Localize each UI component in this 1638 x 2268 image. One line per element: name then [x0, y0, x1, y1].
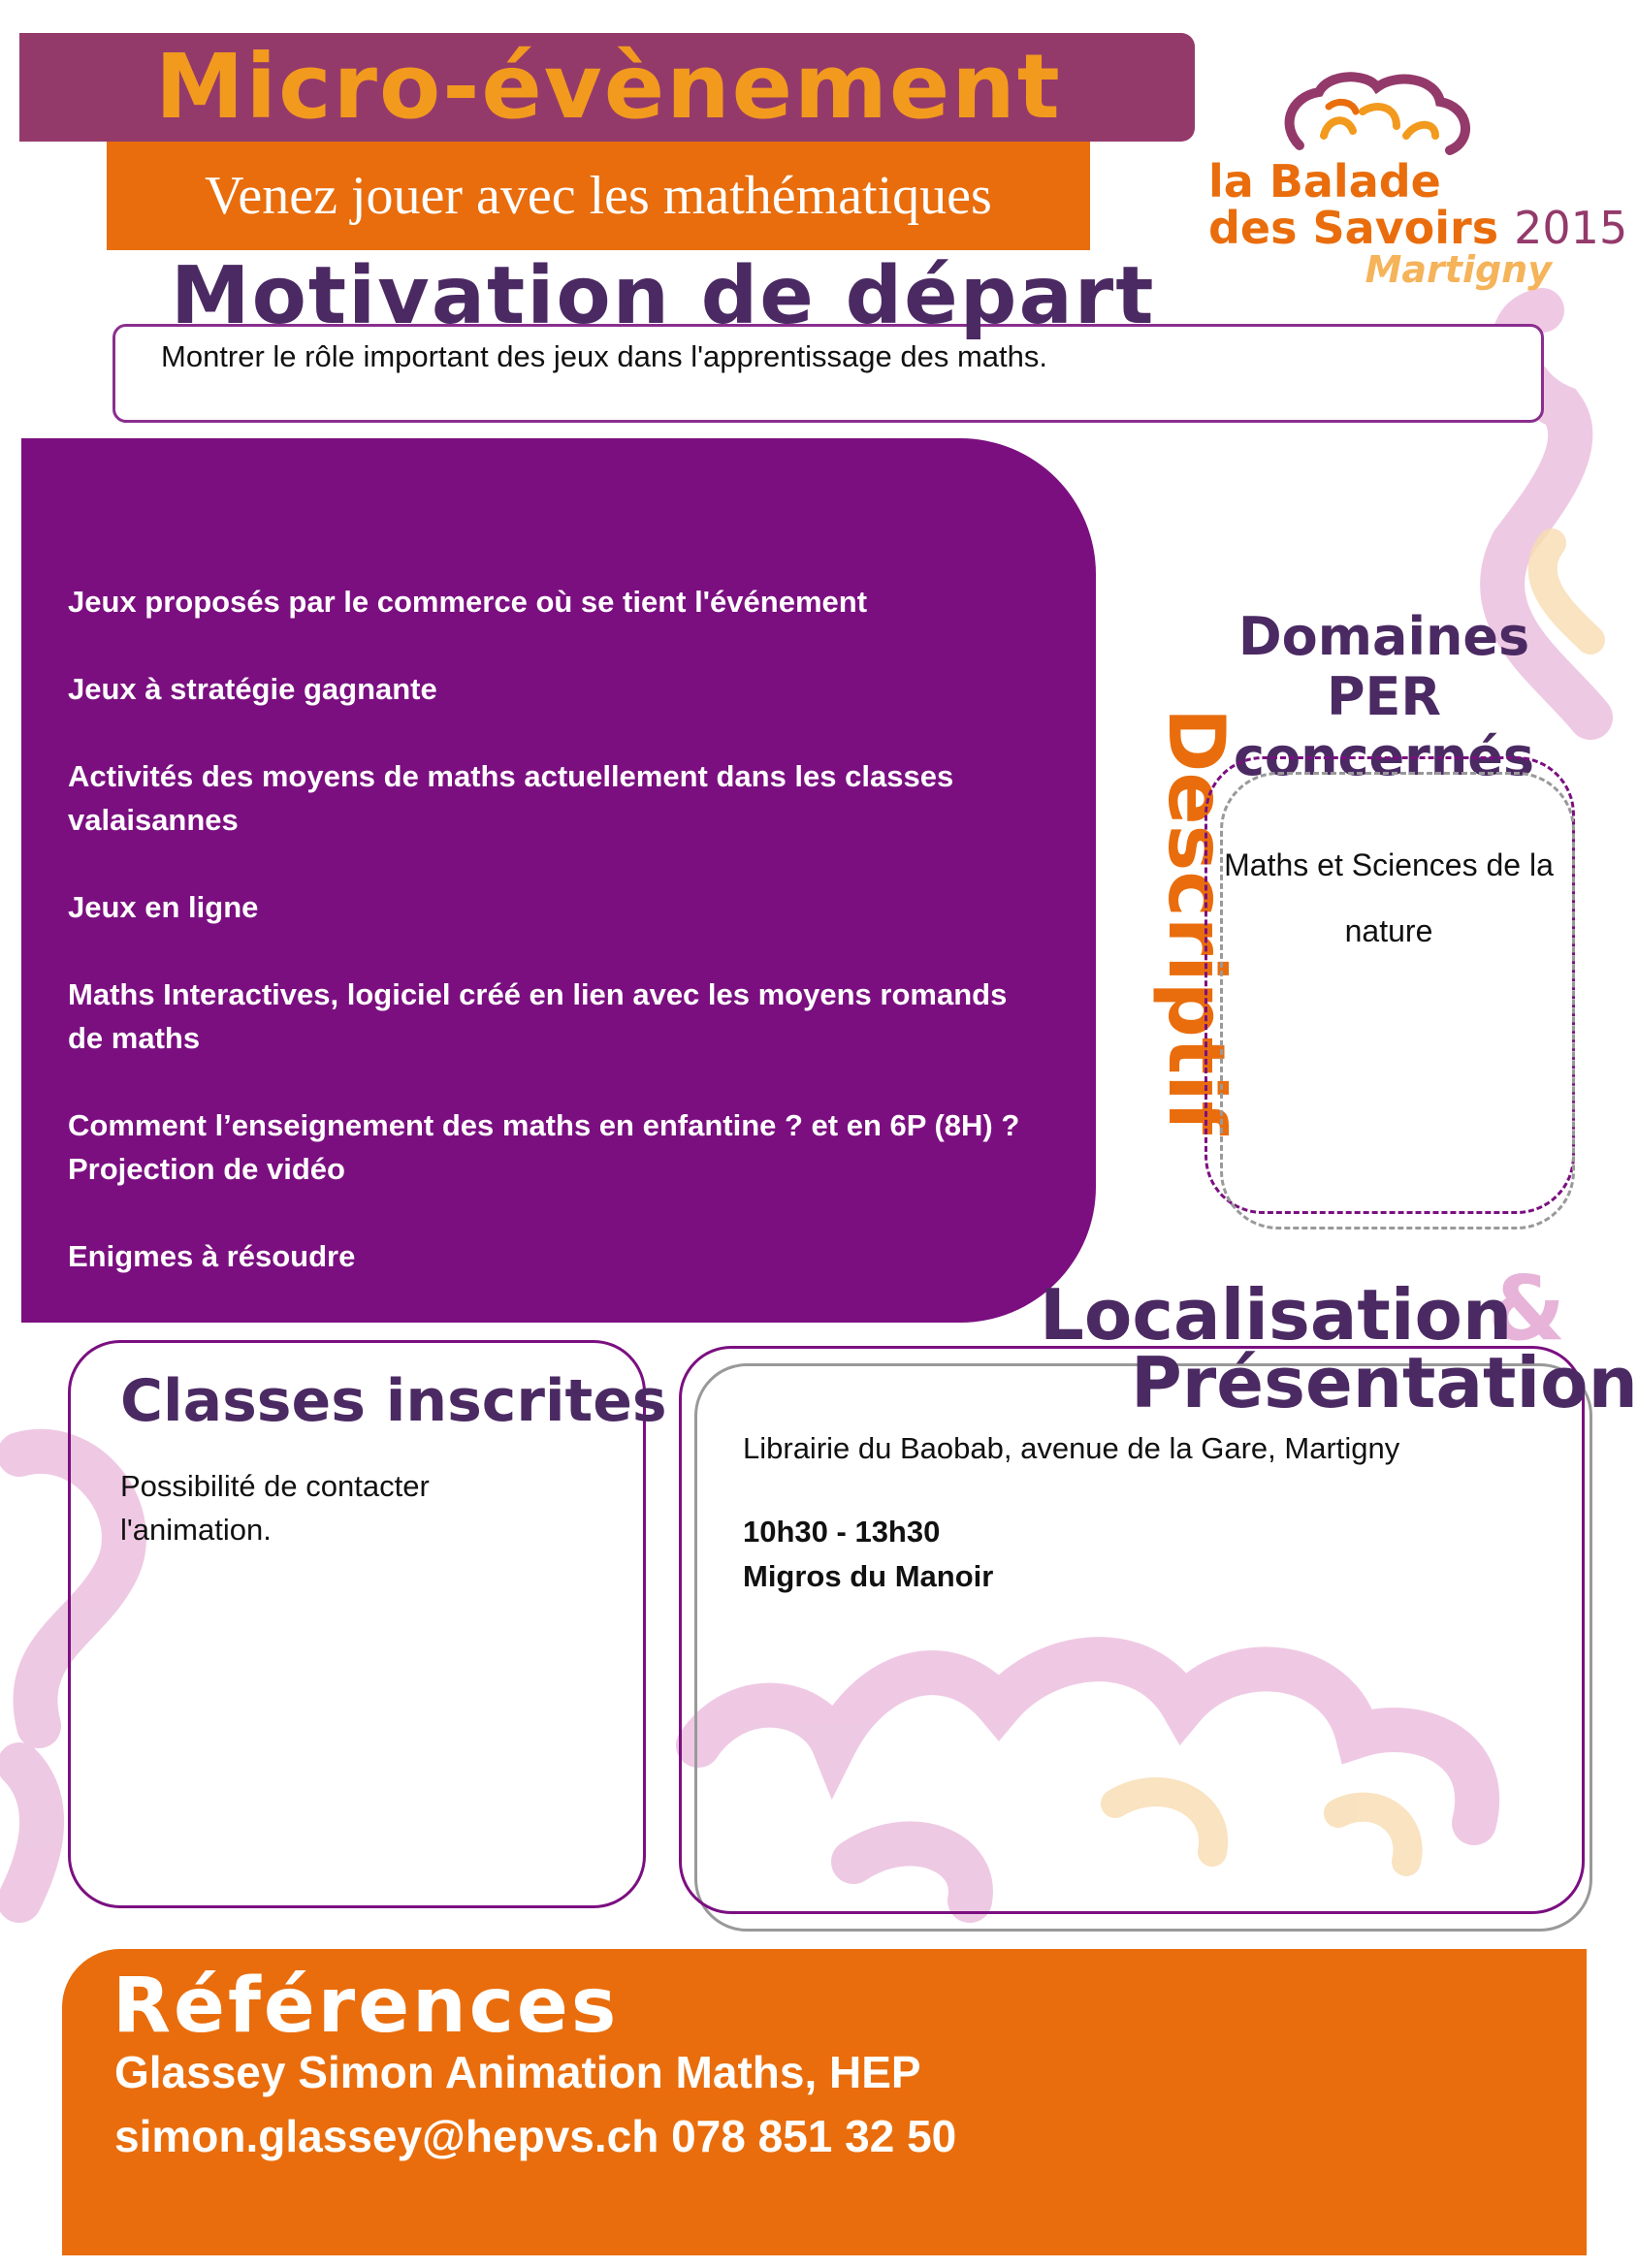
- list-item: Maths Interactives, logiciel créé en lien avec les moyens romands de maths: [68, 977, 1008, 1055]
- motivation-heading: Motivation de départ: [171, 250, 1156, 342]
- list-item: Jeux proposés par le commerce où se tient l'événement: [68, 585, 868, 619]
- domaines-heading: Domaines PER concernés: [1233, 606, 1535, 787]
- list-item: Jeux à stratégie gagnante: [68, 672, 437, 706]
- classes-heading: Classes inscrites: [120, 1367, 667, 1435]
- page-subtitle: Venez jouer avec les mathématiques: [205, 166, 992, 226]
- descriptif-list: [68, 580, 1038, 1322]
- logo-brand-text: des Savoirs: [1208, 202, 1499, 254]
- logo-location: Martigny: [1365, 248, 1552, 291]
- list-item: Jeux en ligne: [68, 890, 259, 924]
- page-title: Micro-évènement: [155, 35, 1062, 139]
- localisation-address: Librairie du Baobab, avenue de la Gare, Martigny: [743, 1431, 1400, 1465]
- references-author: Glassey Simon Animation Maths, HEP: [114, 2047, 921, 2097]
- localisation-heading: Localisation: [1040, 1274, 1513, 1356]
- localisation-ampersand: &: [1488, 1257, 1566, 1360]
- logo-text-line2: [1203, 202, 1628, 254]
- domaines-text: Maths et Sciences de la nature: [1224, 847, 1554, 948]
- classes-text: Possibilité de contacter l'animation.: [120, 1469, 430, 1547]
- descriptif-heading: Descriptif: [1151, 708, 1241, 1135]
- localisation-time: 10h30 - 13h30: [743, 1515, 941, 1549]
- references-heading: Références: [112, 1963, 620, 2050]
- list-item: Enigmes à résoudre: [68, 1239, 356, 1273]
- brain-logo-icon: [1270, 68, 1484, 165]
- presentation-heading: Présentation: [1131, 1342, 1638, 1423]
- list-item: Activités des moyens de maths actuellement dans les classes valaisannes: [68, 759, 954, 837]
- localisation-place: Migros du Manoir: [743, 1559, 994, 1593]
- references-contact: simon.glassey@hepvs.ch 078 851 32 50: [114, 2111, 957, 2161]
- list-item: Comment l’enseignement des maths en enfantine ? et en 6P (8H) ? Projection de vidéo: [68, 1108, 1020, 1186]
- motivation-text: Montrer le rôle important des jeux dans l'apprentissage des maths.: [161, 339, 1048, 373]
- logo-year: 2015: [1514, 202, 1628, 254]
- balade-des-savoirs-logo: [1203, 68, 1628, 291]
- logo-text-line1: la Balade: [1208, 155, 1441, 208]
